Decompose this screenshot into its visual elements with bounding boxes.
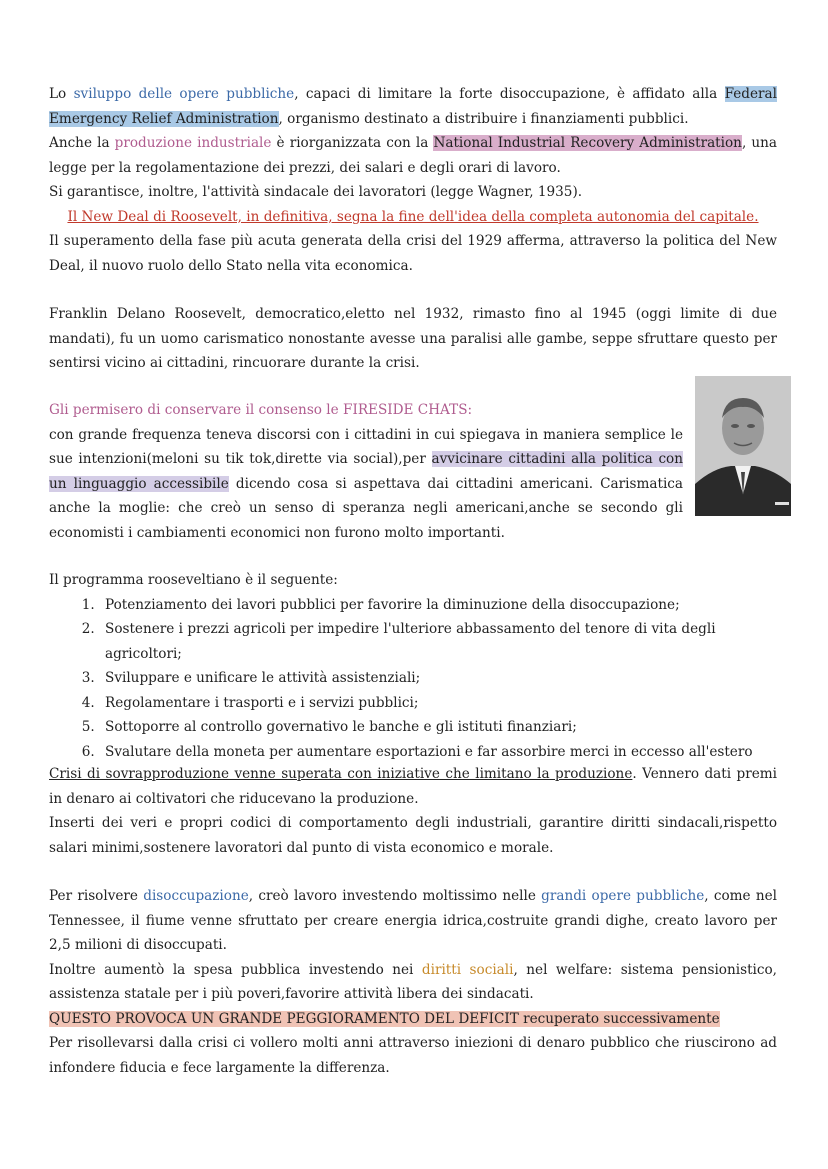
section-new-deal <box>49 82 777 278</box>
portrait-icon <box>695 376 791 516</box>
section-program <box>49 568 777 764</box>
text: , come nel Tennessee, il fiume venne sfruttato per creare energia idrica,costruite grandi dighe, creato lavoro per 2,5 milioni di disoccupati. <box>49 888 778 953</box>
keyword-industrial-production: produzione industriale <box>114 135 272 151</box>
keyword-public-works: sviluppo delle opere pubbliche <box>73 86 295 102</box>
text: con grande frequenza teneva discorsi con i cittadini in cui spiegava in maniera semplice le sue intenzioni(meloni su tik tok,dirette via social),per <box>49 426 683 467</box>
text: , organismo destinato a distribuire i finanziamenti pubblici. <box>278 110 689 127</box>
paragraph-roosevelt: Franklin Delano Roosevelt, democratico,eletto nel 1932, rimasto fino al 1945 (oggi limite di due mandati), fu un uomo carismatico nonostante avesse una paralisi alle gambe, seppe sfruttare questo per sentirsi vicino ai cittadini, rincuorare durante la crisi. <box>49 306 777 371</box>
list-item: 1. Potenziamento dei lavori pubblici per favorire la diminuzione della disoccupazione; <box>99 593 777 618</box>
fireside-heading: Gli permisero di conservare il consenso le FIRESIDE CHATS: <box>49 402 473 418</box>
text: Inoltre aumentò la spesa pubblica investendo nei <box>49 961 422 978</box>
keyword-great-public-works: grandi opere pubbliche <box>541 888 705 904</box>
section-roosevelt <box>49 302 777 376</box>
underlined-overproduction: Crisi di sovrapproduzione venne superata con iniziative che limitano la produzione <box>49 766 633 782</box>
text: , creò lavoro investendo moltissimo nelle <box>248 888 542 904</box>
paragraph-state-role: Il superamento della fase più acuta generata della crisi del 1929 afferma, attraverso la politica del New Deal, il nuovo ruolo dello Stato nella vita economica. <box>49 233 777 274</box>
list-item: 5. Sottoporre al controllo governativo le banche e gli istituti finanziari; <box>99 715 777 740</box>
list-item: 3. Sviluppare e unificare le attività assistenziali; <box>99 666 777 691</box>
section-crisis <box>49 762 777 860</box>
roosevelt-portrait-image <box>695 376 791 516</box>
paragraph-deficit <box>49 1007 777 1032</box>
text: . Vennero dati premi in denaro ai coltivatori che riducevano la produzione. <box>49 766 778 807</box>
keyword-social-rights: diritti sociali <box>421 961 514 978</box>
paragraph-final: Per risollevarsi dalla crisi ci vollero molti anni attraverso iniezioni di denaro pubblico che riuscirono ad infondere fiducia e fece largamente la differenza. <box>49 1035 777 1076</box>
list-item: 4. Regolamentare i trasporti e i servizi pubblici; <box>99 691 777 716</box>
section-fireside <box>49 398 683 545</box>
paragraph-fireside <box>49 423 683 546</box>
paragraph-public-works <box>49 82 777 131</box>
paragraph-conclusion <box>49 205 777 230</box>
paragraph-overproduction <box>49 762 777 811</box>
highlight-accessible-language: avvicinare cittadini alla politica con un linguaggio accessibile <box>49 451 683 492</box>
underlined-conclusion: Il New Deal di Roosevelt, in definitiva, segna la fine dell'idea della completa autonomia del capitale. <box>67 208 759 225</box>
text: , una legge per la regolamentazione dei prezzi, dei salari e degli orari di lavoro. <box>49 135 777 176</box>
text: , nel welfare: sistema pensionistico, assistenza statale per i più poveri,favorire attività libera dei sindacati. <box>49 961 778 1002</box>
paragraph-spending <box>49 958 777 1007</box>
text: dicendo cosa si aspettava dai cittadini americani. Carismatica anche la moglie: che creò un senso di speranza negli americani,anche se secondo gli economisti i cambiamenti economici non furono molto importanti. <box>49 475 684 541</box>
paragraph-industrial <box>49 131 777 180</box>
list-item: 2. Sostenere i prezzi agricoli per impedire l'ulteriore abbassamento del tenore di vita degli agricoltori; <box>99 617 777 666</box>
text: è riorganizzata con la <box>271 135 434 151</box>
text: Per risolvere <box>49 888 144 904</box>
program-intro: Il programma rooseveltiano è il seguente: <box>49 572 338 588</box>
highlight-fera: Federal Emergency Relief Administration <box>49 86 777 127</box>
text: Lo <box>49 86 74 102</box>
paragraph-wagner: Si garantisce, inoltre, l'attività sindacale dei lavoratori (legge Wagner, 1935). <box>49 184 583 200</box>
highlight-deficit: QUESTO PROVOCA UN GRANDE PEGGIORAMENTO DEL DEFICIT recuperato successivamente <box>49 1010 720 1027</box>
program-list <box>49 593 777 765</box>
paragraph-unemployment <box>49 884 777 958</box>
text: Anche la <box>49 135 115 151</box>
paragraph-codes: Inserti dei veri e propri codici di comportamento degli industriali, garantire diritti sindacali,rispetto salari minimi,sostenere lavoratori dal punto di vista economico e morale. <box>49 815 777 856</box>
section-unemployment <box>49 884 777 1080</box>
keyword-unemployment: disoccupazione <box>143 888 249 904</box>
text: , capaci di limitare la forte disoccupazione, è affidato alla <box>294 86 725 102</box>
list-item: 6. Svalutare della moneta per aumentare esportazioni e far assorbire merci in eccesso all'estero <box>99 740 777 765</box>
highlight-nira: National Industrial Recovery Administration <box>433 135 742 151</box>
